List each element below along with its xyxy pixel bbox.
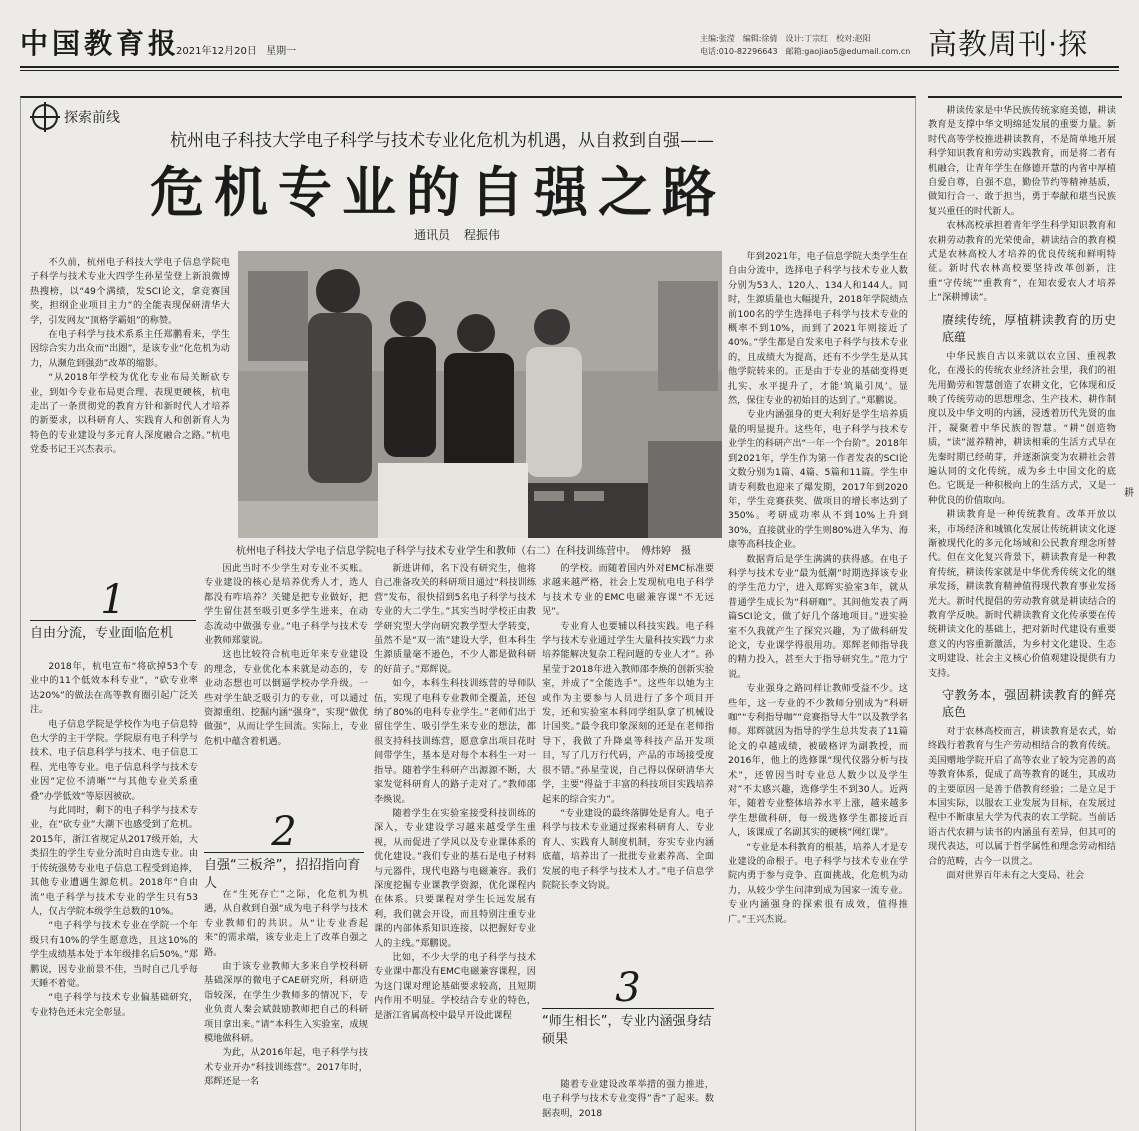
staff-line: 主编:张滢 编辑:徐倩 设计:丁宗红 校对:赵阳 bbox=[700, 34, 871, 43]
body-paragraph: 年到2021年，电子信息学院大类学生在自由分流中，选择电子科学与技术专业人数分别为53人、120人、134人和144人。同时，生源质量也大幅提升，2018年学院绩点前100名的学生选择电子科学与技术专业的概率不到10%，而到了2021年则接近了40%。”学生都是自发来电子科学与技术专业的，且成绩大为提高，还有不少学生是从其他学院转来的。正是由于专业的基础变得更扎实、水平提升了，才能‘筑巢引凤’。显然，保住专业的初始目的达到了。”郑鹏说。 bbox=[728, 251, 908, 407]
body-paragraph: 专业强身之路同样让教师受益不少。这些年，这一专业的不少教师分别成为”科研咖”“专利指导咖”“竞赛指导大牛”以及教学名师。郑辉就因为指导的学生总共发表了11篇论文的卓越成绩，被破格评为副教授，而2016年，他上的选修课“现代仪器分析与技术”，还曾因当时专业总人数少以及学生对”不太感兴趣，选修学生不到30人。近两年，随着专业整体培养水平上涨，越来越多学生想做科研，每一级选修学生都接近百人，该课成了名副其实的硬核”网红课”。 bbox=[728, 683, 908, 839]
body-paragraph: 专业内涵强身的更大利好是学生培养质量的明显提升。这些年，电子科学与技术专业学生的科研产出“一年一个台阶”。2018年到2021年，学生作为第一作者发表的SCI论文数分别为1篇、4篇、5篇和11篇。学生申请专利数也迎来了爆发期，2017年到2020年，学生竞赛获奖、做项目的增长率达到了350%。考研成功率从不到10%上升到30%，直接就业的学生则80%进入华为、海康等高科技企业。 bbox=[728, 409, 908, 551]
section-1-heading bbox=[30, 577, 196, 643]
section-2-heading bbox=[204, 809, 364, 893]
section-title: 高教周刊·探 bbox=[928, 27, 1089, 61]
sidebar-paragraph: 耕读传家是中华民族传统家庭美德，耕读教育是支撑中华文明绵延发展的重要力量。新时代高等学校推进耕读教育，不是简单地开展科学知识教育和劳动实践教育，而是将二者有机融合，让青年学生在修德开慧的内省中厚植自爱自尊，自强不息，勤俭节约等精神基质，做知行合一、敢于担当，勇于奉献和堪当民族复兴重任的时代新人。 bbox=[928, 105, 1116, 217]
masthead-rule bbox=[20, 66, 1119, 68]
body-paragraph: “电子科学与技术专业在学院一个年级只有10%的学生愿意选，且这10%的学生成绩基本处于本年级排名后50%。”郑鹏说，因专业前景不佳，当时自己几乎每天睡不着觉。 bbox=[30, 920, 198, 989]
article-column-5 bbox=[728, 250, 908, 1126]
issue-date bbox=[176, 42, 302, 57]
photo-caption: 杭州电子科技大学电子信息学院电子科学与技术专业学生和教师（右二）在科技训练营中。 傅炜婷 摄 bbox=[236, 546, 691, 557]
body-paragraph: “专业建设的最终落脚处是育人。电子科学与技术专业通过探索科研育人、专业育人、实践育人制度机制，夯实专业内涵底蕴，培养出了一批批专业素养高、全面发展的电子科学与技术人才。”电子信息学院院长李文钧说。 bbox=[542, 807, 714, 891]
article-headline: 危机专业的自强之路 bbox=[150, 160, 726, 224]
article-subtitle: 杭州电子科技大学电子科学与技术专业化危机为机遇，从自救到自强—— bbox=[170, 131, 714, 151]
body-paragraph: 随着专业建设改革举措的强力推进，电子科学与技术专业变得”香”了起来。数据表明，2018 bbox=[542, 1079, 714, 1119]
body-paragraph: 随着学生在实验室接受科技训练的深入，专业建设学习越来越受学生重视，从而促进了学风以及专业课体系的优化建设。”我们专业的基石是电子材料与元器件，现代电路与电磁兼容。我们深度挖掘专业课教学资源，优化课程内在体系。只要课程对学生长远发展有利，我们就会开设，而且特别注重专业课的内部体系知识连接，以把握好专业人的主线。”郑鹏说。 bbox=[374, 807, 536, 949]
photo-illustration bbox=[238, 251, 722, 538]
sidebar-paragraph: 面对世界百年未有之大变局、社会 bbox=[946, 870, 1085, 882]
edge-character: 耕 bbox=[1124, 488, 1134, 499]
section-number: 2 bbox=[271, 809, 297, 855]
byline-name: 程振伟 bbox=[463, 228, 500, 242]
article-column-3 bbox=[374, 562, 536, 1126]
body-paragraph: 这也比较符合杭电近年来专业建设的理念，专业优化本来就是动态的，专业动态想也可以倒逼学校办学升级。一些对学生缺乏吸引力的专业，可以通过资源重组、挖掘内涵“强身”，实现“做优做强”，从而让学生回流。实际上，专业危机中蕴含着机遇。 bbox=[204, 649, 368, 747]
body-paragraph: 比如，不少大学的电子科学与技术专业课中都没有EMC电磁兼容课程，因为这门课对理论基础要求较高，且短期内作用不明显。学校结合专业的特色，是浙江省属高校中最早开设此课程 bbox=[374, 951, 536, 1021]
body-paragraph: 数据背后是学生满满的获得感。在电子科学与技术专业”最为低潮”时期选择该专业的学生范力宁，进入郑辉实验室3年，就从普通学生成长为“科研咖”。其间他发表了两篇SCI论文，做了好几个落地项目。”进实验室不久我就产生了探究兴趣，为了做科研发论文，专业课学得很用功。郑辉老师指导我的精力投入，甚至大于指导研究生。”范力宁说。 bbox=[728, 553, 908, 680]
body-paragraph: 如今，本科生科技训练营的导师队伍，实现了电科专业教师全覆盖，还包纳了80%的电科专业学生。”老师们出于留住学生、吸引学生来专业的想法，都很支持科技训练营，愿意拿出项目花时间带学生，基本是对每个本科生一对一指导。随着学生科研产出源源不断，大家发觉科研育人的路子走对了。”教师邵李焕说。 bbox=[374, 678, 536, 805]
sidebar-article bbox=[928, 104, 1116, 1126]
body-paragraph: 因此当时不少学生对专业不买账。专业建设的核心是培养优秀人才，选人都没有咋培养？关键是把专业做好，把学生留住甚至吸引更多学生进来，在动态流动中做强专业。”电子科学与技术专业教师郑蒙说。 bbox=[204, 563, 368, 647]
masthead bbox=[0, 0, 1139, 84]
body-paragraph: 为此，从2016年起，电子科学与技术专业开办“科技训练营”。2017年时，郑辉还是一名 bbox=[204, 1047, 368, 1088]
section-number: 1 bbox=[100, 577, 126, 623]
intro-paragraph: 不久前，杭州电子科技大学电子信息学院电子科学与技术专业大四学生孙星莹登上新浪微博热搜榜，以“49个满绩，发SCI论文，拿竞赛国奖，担纲企业项目主力”的全能表现保研清华大学，引发网友“顶格学霸姐”的称赞。 bbox=[30, 257, 230, 326]
contact-line: 电话:010-82296643 邮箱:gaojiao5@edumail.com.cn bbox=[700, 47, 911, 56]
intro-column bbox=[30, 256, 230, 528]
sidebar-paragraph: 中华民族自古以来就以农立国、重视教化，在漫长的传统农业经济社会里，我们的祖先用勤劳和智慧创造了农耕文化，它体现和反映了传统劳动的思想理念、生产技术、耕作制度以及中华文明的内涵，浸透着历代先贤的血汗，凝聚着中华民族的智慧。“耕”创造物质，“读”滋养精神，耕读相乘的生活方式早在先秦时期已经萌芽，并逐渐演变为农耕社会普遍认同的文化传统，成为乡土中国文化的底色。它既是一种积极向上的生活方式，又是一种优良的价值取向。 bbox=[928, 350, 1116, 506]
sidebar-subhead: 赓续传统，厚植耕读教育的历史底蕴 bbox=[942, 312, 1116, 344]
section-title: 自强“三板斧”，招招指向育人 bbox=[204, 858, 361, 891]
byline-role: 通讯员 bbox=[414, 228, 451, 242]
body-paragraph: “电子科学与技术专业偏基础研究，专业特色还未完全彰显。 bbox=[30, 992, 198, 1018]
section-title: “师生相长”，专业内涵强身结硕果 bbox=[542, 1014, 712, 1047]
staff-info bbox=[700, 32, 925, 58]
byline bbox=[414, 226, 510, 243]
body-paragraph: 与此同时，剩下的电子科学与技术专业，在“砍专业”大潮下也感受到了危机。2015年，浙江省规定从2017级开始，大类招生的学生专业分流时自由选专业。由于传统强势专业电子信息工程受到追捧，其他专业遭遇生源危机。2018年“自由流”电子科学与技术专业的学生只有53人，仅占学院本级学生总数的10%。 bbox=[30, 805, 198, 917]
article-column-2 bbox=[204, 562, 368, 802]
body-paragraph: 新进讲师，名下没有研究生，他将自己准备攻关的科研项目通过“科技训练营”发布，很快招到5名电子科学与技术专业的大二学生。”其实当时学校正由教学研究型大学向研究教学型大学转变，虽然不是“双一流”建设大学，但本科生生源质量毫不逊色，不少人都是做科研的好苗子。”郑辉说。 bbox=[374, 563, 536, 675]
sidebar-paragraph: 对于农林高校而言，耕读教育是农式，始终践行着教育与生产劳动相结合的教育传统。美国赠地学院开启了高等农业了较为完善的高等教育体系，促成了高等教育的诞生，其成功的主要原因一是善于借教育经验；二是立足于本国实际，以服农工业发展为目标，在发展过程中不断康星大学为代表的农工学院。当前话语古代农耕与读书的内涵虽有差异，但其可的现代表达，可以属于哲学属性和理念劳动相结合的范畴，古今一以贯之。 bbox=[928, 726, 1116, 867]
column-tag-label: 探索前线 bbox=[64, 110, 120, 126]
column-tag bbox=[32, 104, 120, 130]
intro-paragraph: 在电子科学与技术系系主任郑鹏看来，学生因综合实力出众而“出圈”，是该专业“化危机为动力，从濒危到强劲”改革的缩影。 bbox=[30, 329, 230, 369]
paper-name: 中国教育报 bbox=[20, 27, 181, 60]
body-paragraph: “专业是本科教育的根基，培养人才是专业建设的命根子。电子科学与技术专业在学院内勇于参与竞争、直面挑战，化危机为动力，从较少学生问津到成为国家一流专业。专业内涵强身的探索很有成效，值得推广。”王兴杰说。 bbox=[728, 841, 908, 925]
weekday: 星期一 bbox=[266, 46, 297, 57]
date: 2021年12月20日 bbox=[176, 46, 257, 57]
body-paragraph: 在“生死存亡”之际，化危机为机遇，从自救到自强“成为电子科学与技术专业教师们的共识。从“让专业香起来”的需求端，该专业走上了改革自强之路。 bbox=[204, 889, 368, 958]
body-paragraph: 由于该专业教师大多来自学校科研基础深厚的微电子CAE研究所，科研造诣较深，在学生少教师多的情况下，专业负责人秦会斌鼓励教师把自己的科研项目拿出来。”请“本科生入实验室，成规模地做科研。 bbox=[204, 961, 368, 1045]
masthead-rule-thin bbox=[20, 70, 1119, 71]
article-column-4 bbox=[542, 562, 714, 960]
sidebar-paragraph: 耕读教育是一种传统教育。改革开放以来，市场经济和城镇化发展让传统耕读文化逐渐被现代化的多元化场域和公民教育理念所替代。但在文化复兴背景下，耕读教育是一种教育传统，耕读传家就是中华优秀传统文化的继承发扬，耕读教育精神值得现代教育事业发扬光大。新时代提倡的劳动教育就是耕读结合的教育学反映。新时代耕读教育文化传承要在传统耕读文化的基础上，把对新时代建设有重要意义的内容重新激活，为乡村文化建设、生态文明建设、社会主义核心价值观建设提供有力支持。 bbox=[928, 509, 1116, 679]
body-paragraph: 专业育人也要辅以科技实践。电子科学与技术专业通过学生大量科技实践”力求培养能解决复杂工程问题的专业人才”。孙星莹于2018年进入教师邵李焕的创新实验室，并成了”全能选手”。这些年以她为主或作为主要参与人员进行了多个项目开发，还和实验室本科同学组队拿了机械设计国奖。”最令我印象深刻的还是在老师指导下，我做了升降桌等科技产品开发项目，写了几万行代码，产品的市场接受度很不错。”孙星莹说，自己得以保研清华大学，主要”得益于丰富的科技项目实践培养起来的综合实力”。 bbox=[542, 620, 714, 805]
article-photo bbox=[238, 251, 722, 538]
article-column-4b bbox=[542, 1078, 714, 1126]
body-paragraph: 2018年，杭电宣布“将砍掉53个专业中的11个低效本科专业”，“砍专业率达20%”的做法在高等教育圈引起广泛关注。 bbox=[30, 661, 198, 716]
body-paragraph: 的学校。而随着国内外对EMC标准要求越来越严格，社会上发现杭电电子科学与技术专业的EMC电磁兼容课“不无远见”。 bbox=[542, 563, 714, 618]
intro-paragraph: “从2018年学校为优化专业布局关断砍专业，到如今专业布局更合理、表现更硬核，杭电走出了一条贯彻党的教育方针和新时代人才培养的新要求，以科研育人、实践育人和创新育人为特色的专业建设与多元育人深度融合之路。”杭电党委书记王兴杰表示。 bbox=[30, 372, 230, 456]
ship-wheel-icon bbox=[32, 104, 58, 130]
body-paragraph: 电子信息学院是学校作为电子信息特色大学的主干学院。学院原有电子科学与技术、电子信息科学与技术、电子信息工程、光电等专业。电子信息科学与技术专业因“定位不清晰”“与其他专业关系重叠”办学低效“等原因被砍。 bbox=[30, 718, 198, 802]
article-column-1 bbox=[30, 660, 198, 1126]
section-title: 自由分流，专业面临危机 bbox=[30, 626, 174, 641]
section-3-heading bbox=[542, 965, 714, 1049]
sidebar-rule bbox=[928, 96, 1122, 98]
article-column-2b bbox=[204, 888, 368, 1126]
sidebar-subhead: 守教务本，强固耕读教育的鲜亮底色 bbox=[942, 688, 1116, 720]
section-number: 3 bbox=[615, 965, 641, 1011]
sidebar-paragraph: 农林高校承担着青年学生科学知识教育和农耕劳动教育的光荣使命，耕读结合的教育模式是农林高校人才培养的优良传统和鲜明特征。新时代农林高校要坚持改革创新，注重“守传统”“重教育”，在知农爱农人才培养上“深耕博读”。 bbox=[928, 220, 1116, 304]
